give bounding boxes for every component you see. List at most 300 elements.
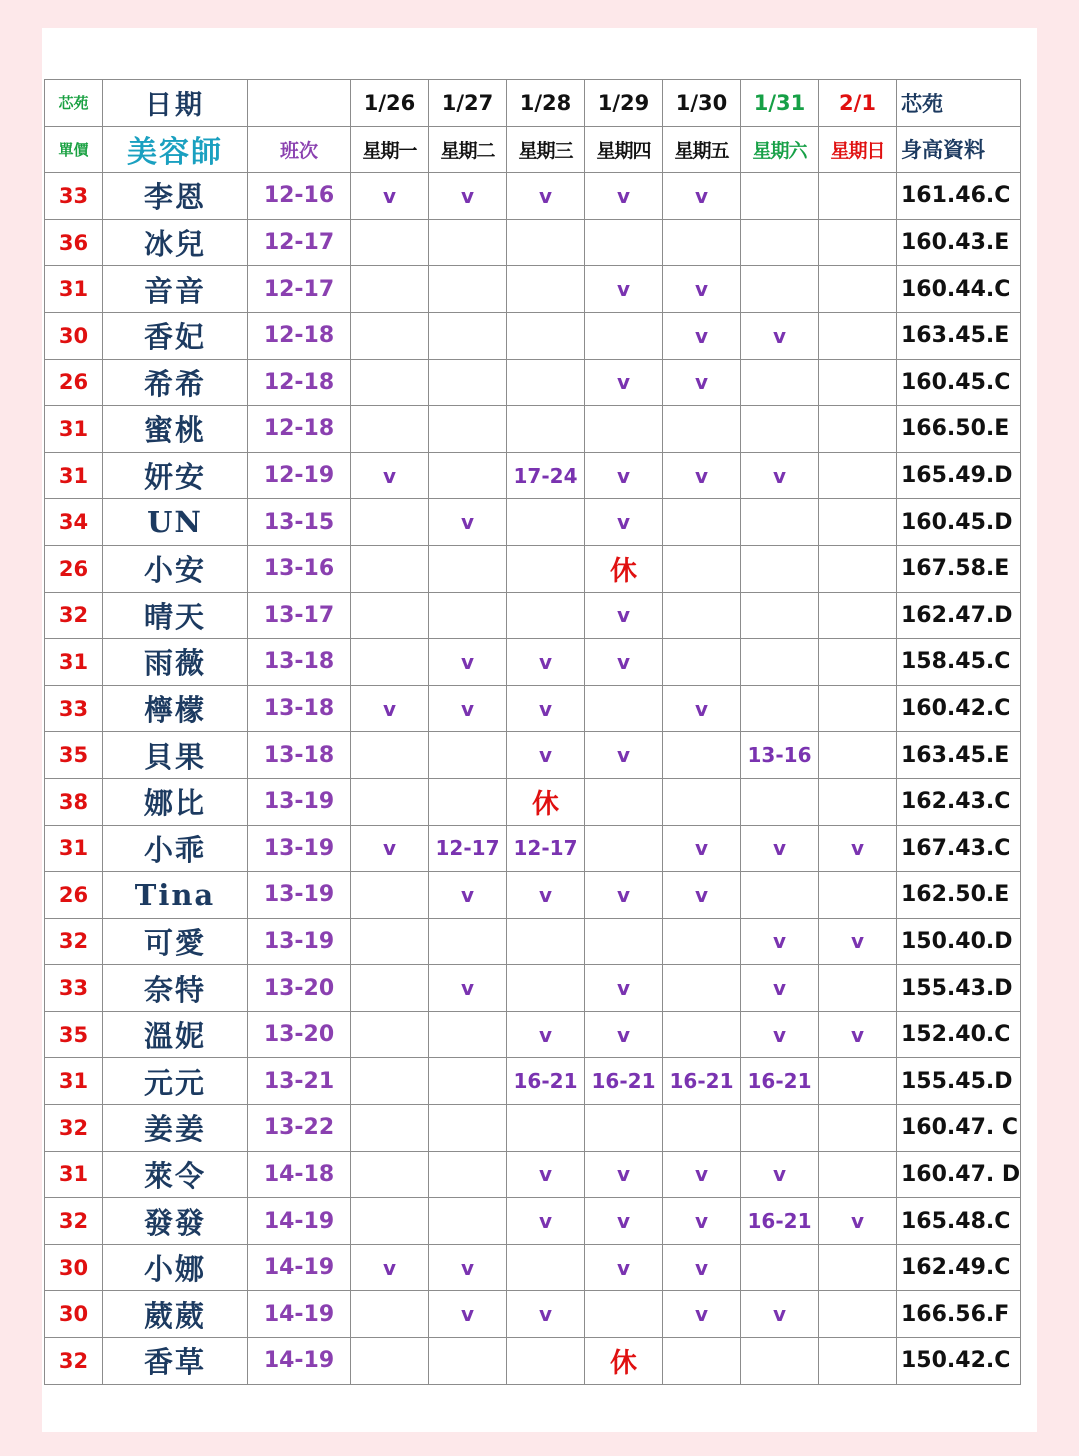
day-cell xyxy=(819,1105,897,1152)
shift-time: 13-18 xyxy=(248,685,351,732)
shift-time: 13-18 xyxy=(248,639,351,686)
shift-time: 13-20 xyxy=(248,1011,351,1058)
day-cell xyxy=(819,359,897,406)
day-cell xyxy=(663,406,741,453)
day-cell xyxy=(351,732,429,779)
day-cell xyxy=(819,778,897,825)
day-cell xyxy=(819,219,897,266)
day-cell xyxy=(585,778,663,825)
table-row xyxy=(45,778,1021,825)
date-1-26: 1/26 xyxy=(351,80,429,127)
day-cell: v xyxy=(429,499,507,546)
table-row xyxy=(45,406,1021,453)
day-cell: v xyxy=(429,173,507,220)
beautician-name: 奈特 xyxy=(103,965,248,1012)
day-cell xyxy=(741,1105,819,1152)
day-cell xyxy=(663,592,741,639)
day-cell xyxy=(351,359,429,406)
table-row xyxy=(45,1291,1021,1338)
day-cell xyxy=(507,918,585,965)
shift-time: 12-16 xyxy=(248,173,351,220)
height-data: 155.45.D xyxy=(897,1058,1021,1105)
day-cell xyxy=(351,918,429,965)
date-1-31: 1/31 xyxy=(741,80,819,127)
beautician-name: 香草 xyxy=(103,1338,248,1385)
table-row xyxy=(45,219,1021,266)
day-cell xyxy=(819,312,897,359)
date-1-27: 1/27 xyxy=(429,80,507,127)
day-cell: 12-17 xyxy=(429,825,507,872)
beautician-name: 姜姜 xyxy=(103,1105,248,1152)
day-cell xyxy=(819,452,897,499)
day-cell: v xyxy=(663,312,741,359)
day-cell xyxy=(429,778,507,825)
day-cell xyxy=(741,266,819,313)
table-row xyxy=(45,872,1021,919)
day-cell: v xyxy=(585,732,663,779)
day-cell xyxy=(585,825,663,872)
day-cell: v xyxy=(429,965,507,1012)
day-cell xyxy=(429,1338,507,1385)
height-data-label: 身高資料 xyxy=(897,126,1021,173)
unit-price: 26 xyxy=(45,359,103,406)
day-cell xyxy=(507,1244,585,1291)
day-cell xyxy=(741,778,819,825)
day-cell xyxy=(429,1198,507,1245)
date-1-28: 1/28 xyxy=(507,80,585,127)
beautician-name: 冰兒 xyxy=(103,219,248,266)
height-data: 150.42.C xyxy=(897,1338,1021,1385)
day-cell xyxy=(507,1105,585,1152)
day-cell xyxy=(819,1291,897,1338)
table-row xyxy=(45,545,1021,592)
day-cell xyxy=(585,219,663,266)
weekday-wed: 星期三 xyxy=(507,126,585,173)
day-cell: v xyxy=(585,452,663,499)
day-cell xyxy=(741,685,819,732)
unit-price: 35 xyxy=(45,732,103,779)
day-cell: v xyxy=(741,452,819,499)
shift-time: 13-16 xyxy=(248,545,351,592)
day-cell: v xyxy=(585,1151,663,1198)
day-cell: v xyxy=(507,173,585,220)
shift-time: 13-21 xyxy=(248,1058,351,1105)
day-cell: v xyxy=(351,1244,429,1291)
day-cell xyxy=(351,406,429,453)
day-cell xyxy=(351,312,429,359)
day-cell xyxy=(351,1198,429,1245)
height-data: 162.49.C xyxy=(897,1244,1021,1291)
day-cell xyxy=(663,545,741,592)
table-row xyxy=(45,266,1021,313)
height-data: 150.40.D xyxy=(897,918,1021,965)
unit-price: 35 xyxy=(45,1011,103,1058)
day-cell: 休 xyxy=(585,1338,663,1385)
day-cell xyxy=(507,266,585,313)
height-data: 166.56.F xyxy=(897,1291,1021,1338)
day-cell xyxy=(819,1244,897,1291)
beautician-name: 音音 xyxy=(103,266,248,313)
day-cell xyxy=(663,219,741,266)
day-cell xyxy=(663,918,741,965)
header-row-dates xyxy=(45,80,1021,127)
shift-time: 13-19 xyxy=(248,778,351,825)
table-row xyxy=(45,1151,1021,1198)
day-cell: 12-17 xyxy=(507,825,585,872)
day-cell xyxy=(585,1291,663,1338)
empty-header-cell xyxy=(248,80,351,127)
brand-header: 芯苑 xyxy=(897,80,1021,127)
day-cell xyxy=(741,1244,819,1291)
day-cell xyxy=(429,266,507,313)
day-cell xyxy=(507,219,585,266)
height-data: 163.45.E xyxy=(897,312,1021,359)
day-cell xyxy=(663,778,741,825)
day-cell xyxy=(663,639,741,686)
unit-price: 31 xyxy=(45,825,103,872)
day-cell: v xyxy=(741,918,819,965)
day-cell xyxy=(741,1338,819,1385)
table-row xyxy=(45,452,1021,499)
day-cell: v xyxy=(351,685,429,732)
shift-time: 13-22 xyxy=(248,1105,351,1152)
beautician-name: 小安 xyxy=(103,545,248,592)
day-cell: v xyxy=(663,266,741,313)
day-cell: v xyxy=(585,359,663,406)
beautician-name: 妍安 xyxy=(103,452,248,499)
day-cell xyxy=(585,312,663,359)
height-data: 166.50.E xyxy=(897,406,1021,453)
day-cell: v xyxy=(663,825,741,872)
day-cell xyxy=(429,1151,507,1198)
day-cell xyxy=(819,173,897,220)
unit-price: 31 xyxy=(45,452,103,499)
day-cell: 16-21 xyxy=(741,1198,819,1245)
day-cell xyxy=(351,1338,429,1385)
day-cell xyxy=(429,359,507,406)
height-data: 152.40.C xyxy=(897,1011,1021,1058)
unit-price: 32 xyxy=(45,918,103,965)
shift-time: 12-18 xyxy=(248,312,351,359)
day-cell xyxy=(351,266,429,313)
weekday-mon: 星期一 xyxy=(351,126,429,173)
shift-time: 14-19 xyxy=(248,1338,351,1385)
day-cell xyxy=(663,1338,741,1385)
day-cell: v xyxy=(351,452,429,499)
day-cell xyxy=(507,1338,585,1385)
shift-time: 13-15 xyxy=(248,499,351,546)
day-cell: v xyxy=(585,1198,663,1245)
unit-price: 30 xyxy=(45,1291,103,1338)
shift-time: 13-18 xyxy=(248,732,351,779)
unit-price: 32 xyxy=(45,592,103,639)
unit-price: 31 xyxy=(45,406,103,453)
date-1-29: 1/29 xyxy=(585,80,663,127)
beautician-name: Tina xyxy=(103,872,248,919)
table-row xyxy=(45,918,1021,965)
day-cell xyxy=(429,219,507,266)
shift-time: 14-18 xyxy=(248,1151,351,1198)
shift-time: 13-17 xyxy=(248,592,351,639)
table-row xyxy=(45,312,1021,359)
shift-time: 12-19 xyxy=(248,452,351,499)
shift-time: 13-19 xyxy=(248,918,351,965)
day-cell xyxy=(663,1011,741,1058)
weekday-tue: 星期二 xyxy=(429,126,507,173)
unit-price: 32 xyxy=(45,1338,103,1385)
day-cell: v xyxy=(351,825,429,872)
day-cell xyxy=(429,592,507,639)
height-data: 167.43.C xyxy=(897,825,1021,872)
day-cell xyxy=(351,1291,429,1338)
table-row xyxy=(45,499,1021,546)
day-cell xyxy=(819,1151,897,1198)
unit-price: 26 xyxy=(45,545,103,592)
date-1-30: 1/30 xyxy=(663,80,741,127)
day-cell xyxy=(819,406,897,453)
beautician-name: 元元 xyxy=(103,1058,248,1105)
day-cell xyxy=(429,406,507,453)
day-cell: v xyxy=(351,173,429,220)
day-cell: 16-21 xyxy=(663,1058,741,1105)
table-row xyxy=(45,732,1021,779)
schedule-table xyxy=(44,79,1021,1385)
unit-price: 26 xyxy=(45,872,103,919)
day-cell: v xyxy=(507,1291,585,1338)
day-cell xyxy=(819,499,897,546)
day-cell: v xyxy=(663,872,741,919)
day-cell: v xyxy=(741,312,819,359)
height-data: 160.45.D xyxy=(897,499,1021,546)
day-cell xyxy=(819,1338,897,1385)
unit-price: 31 xyxy=(45,1151,103,1198)
day-cell xyxy=(819,639,897,686)
day-cell xyxy=(819,965,897,1012)
day-cell xyxy=(819,732,897,779)
height-data: 160.45.C xyxy=(897,359,1021,406)
day-cell: v xyxy=(585,592,663,639)
height-data: 158.45.C xyxy=(897,639,1021,686)
shift-time: 13-19 xyxy=(248,872,351,919)
unit-price: 32 xyxy=(45,1105,103,1152)
day-cell xyxy=(351,1105,429,1152)
day-cell xyxy=(507,359,585,406)
day-cell: v xyxy=(507,1198,585,1245)
corner-brand: 芯苑 xyxy=(45,80,103,127)
beautician-name: 蜜桃 xyxy=(103,406,248,453)
day-cell: v xyxy=(507,872,585,919)
table-row xyxy=(45,359,1021,406)
table-row xyxy=(45,592,1021,639)
day-cell: v xyxy=(507,1151,585,1198)
day-cell: 16-21 xyxy=(741,1058,819,1105)
shift-time: 12-18 xyxy=(248,359,351,406)
day-cell: v xyxy=(741,1291,819,1338)
day-cell: v xyxy=(585,872,663,919)
day-cell: 休 xyxy=(507,778,585,825)
day-cell xyxy=(351,965,429,1012)
day-cell: 16-21 xyxy=(585,1058,663,1105)
shift-time: 12-17 xyxy=(248,219,351,266)
day-cell xyxy=(741,872,819,919)
day-cell: v xyxy=(507,1011,585,1058)
day-cell: v xyxy=(819,918,897,965)
day-cell xyxy=(585,685,663,732)
shift-time: 14-19 xyxy=(248,1244,351,1291)
day-cell: v xyxy=(741,1011,819,1058)
day-cell: v xyxy=(741,965,819,1012)
beautician-name: 貝果 xyxy=(103,732,248,779)
day-cell xyxy=(741,219,819,266)
beautician-name: UN xyxy=(103,499,248,546)
height-data: 160.47. C xyxy=(897,1105,1021,1152)
day-cell: v xyxy=(663,452,741,499)
day-cell: v xyxy=(507,685,585,732)
table-row xyxy=(45,1338,1021,1385)
day-cell xyxy=(741,545,819,592)
shift-time: 13-20 xyxy=(248,965,351,1012)
table-row xyxy=(45,825,1021,872)
day-cell: 13-16 xyxy=(741,732,819,779)
day-cell: v xyxy=(585,639,663,686)
day-cell xyxy=(819,592,897,639)
day-cell xyxy=(819,545,897,592)
day-cell: v xyxy=(663,1244,741,1291)
weekday-fri: 星期五 xyxy=(663,126,741,173)
day-cell: v xyxy=(819,1198,897,1245)
beautician-name: 葳葳 xyxy=(103,1291,248,1338)
beautician-name: 小乖 xyxy=(103,825,248,872)
day-cell: v xyxy=(507,732,585,779)
day-cell xyxy=(351,592,429,639)
day-cell xyxy=(351,778,429,825)
day-cell xyxy=(351,1058,429,1105)
unit-price: 30 xyxy=(45,1244,103,1291)
day-cell: v xyxy=(741,825,819,872)
day-cell: v xyxy=(819,1011,897,1058)
unit-price: 32 xyxy=(45,1198,103,1245)
day-cell xyxy=(585,406,663,453)
unit-price: 33 xyxy=(45,965,103,1012)
day-cell xyxy=(507,592,585,639)
day-cell xyxy=(663,1105,741,1152)
beautician-name: 李恩 xyxy=(103,173,248,220)
day-cell xyxy=(429,545,507,592)
day-cell xyxy=(429,312,507,359)
table-row xyxy=(45,965,1021,1012)
day-cell xyxy=(429,918,507,965)
day-cell: v xyxy=(585,965,663,1012)
day-cell: v xyxy=(507,639,585,686)
height-data: 162.43.C xyxy=(897,778,1021,825)
unit-price: 34 xyxy=(45,499,103,546)
table-row xyxy=(45,1198,1021,1245)
unit-price: 36 xyxy=(45,219,103,266)
table-row xyxy=(45,1011,1021,1058)
beautician-name: 萊令 xyxy=(103,1151,248,1198)
day-cell xyxy=(741,359,819,406)
shift-time: 13-19 xyxy=(248,825,351,872)
beautician-name: 可愛 xyxy=(103,918,248,965)
day-cell: 16-21 xyxy=(507,1058,585,1105)
beautician-name: 香妃 xyxy=(103,312,248,359)
day-cell xyxy=(741,639,819,686)
day-cell xyxy=(663,732,741,779)
height-data: 160.47. D xyxy=(897,1151,1021,1198)
height-data: 163.45.E xyxy=(897,732,1021,779)
day-cell xyxy=(741,499,819,546)
day-cell xyxy=(429,452,507,499)
day-cell: v xyxy=(663,1291,741,1338)
day-cell: v xyxy=(741,1151,819,1198)
day-cell: v xyxy=(663,359,741,406)
day-cell: v xyxy=(429,685,507,732)
height-data: 167.58.E xyxy=(897,545,1021,592)
shift-label: 班次 xyxy=(248,126,351,173)
day-cell: v xyxy=(585,266,663,313)
day-cell: v xyxy=(819,825,897,872)
day-cell: v xyxy=(429,639,507,686)
height-data: 155.43.D xyxy=(897,965,1021,1012)
table-row xyxy=(45,1058,1021,1105)
beautician-label: 美容師 xyxy=(103,126,248,173)
unit-price: 33 xyxy=(45,685,103,732)
height-data: 160.42.C xyxy=(897,685,1021,732)
day-cell xyxy=(741,406,819,453)
day-cell xyxy=(819,872,897,919)
height-data: 161.46.C xyxy=(897,173,1021,220)
beautician-name: 希希 xyxy=(103,359,248,406)
unit-price: 31 xyxy=(45,266,103,313)
beautician-name: 小娜 xyxy=(103,1244,248,1291)
weekday-sat: 星期六 xyxy=(741,126,819,173)
date-2-1: 2/1 xyxy=(819,80,897,127)
day-cell xyxy=(663,965,741,1012)
day-cell: v xyxy=(663,685,741,732)
day-cell xyxy=(429,1011,507,1058)
day-cell xyxy=(351,545,429,592)
day-cell: v xyxy=(663,1151,741,1198)
day-cell xyxy=(351,639,429,686)
day-cell xyxy=(819,685,897,732)
day-cell: v xyxy=(585,499,663,546)
day-cell xyxy=(507,499,585,546)
header-row-weekdays xyxy=(45,126,1021,173)
unit-price: 33 xyxy=(45,173,103,220)
beautician-name: 檸檬 xyxy=(103,685,248,732)
day-cell xyxy=(351,872,429,919)
beautician-name: 娜比 xyxy=(103,778,248,825)
table-row xyxy=(45,639,1021,686)
day-cell: v xyxy=(663,1198,741,1245)
day-cell xyxy=(351,499,429,546)
shift-time: 14-19 xyxy=(248,1198,351,1245)
day-cell xyxy=(351,1151,429,1198)
height-data: 165.49.D xyxy=(897,452,1021,499)
day-cell xyxy=(429,1105,507,1152)
day-cell xyxy=(507,965,585,1012)
day-cell xyxy=(741,592,819,639)
date-label: 日期 xyxy=(103,80,248,127)
beautician-name: 溫妮 xyxy=(103,1011,248,1058)
day-cell xyxy=(429,1058,507,1105)
height-data: 160.43.E xyxy=(897,219,1021,266)
beautician-name: 晴天 xyxy=(103,592,248,639)
day-cell xyxy=(351,1011,429,1058)
day-cell: v xyxy=(585,1244,663,1291)
unit-price: 30 xyxy=(45,312,103,359)
table-row xyxy=(45,685,1021,732)
